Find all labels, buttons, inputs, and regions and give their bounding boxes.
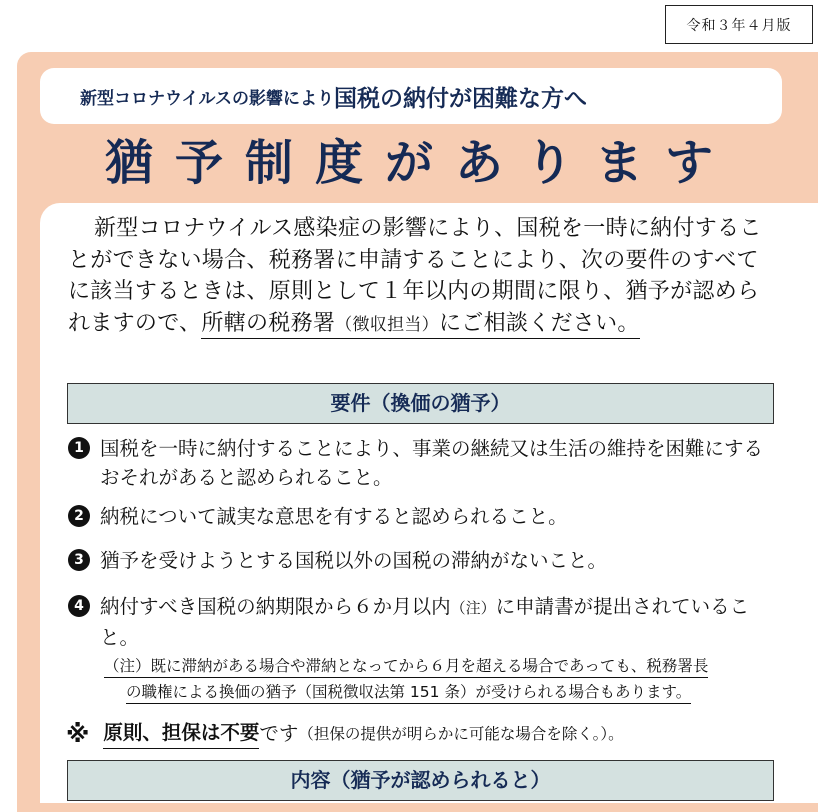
requirements-heading: 要件（換価の猶予） xyxy=(67,383,774,424)
collateral-note xyxy=(66,718,786,749)
requirement-text: 納税について誠実な意思を有すると認められること。 xyxy=(100,505,568,528)
collateral-paren: （担保の提供が明らかに可能な場合を除く。）。 xyxy=(298,724,624,743)
content-heading: 内容（猶予が認められると） xyxy=(67,760,774,801)
collateral-text: です xyxy=(259,721,299,745)
requirement-item-2 xyxy=(68,502,780,531)
footnote-line-2: の職権による換価の猶予（国税徴収法第 151 条）が受けられる場合もあります。 xyxy=(104,679,784,705)
header-small-text: 新型コロナウイルスの影響により xyxy=(80,88,334,109)
intro-paragraph xyxy=(68,213,768,341)
number-1-icon: 1 xyxy=(68,437,90,459)
requirement-item-3 xyxy=(68,546,780,575)
number-3-icon: 3 xyxy=(68,549,90,571)
collateral-bold-text: 原則、担保は不要 xyxy=(103,718,259,749)
requirement-item-4 xyxy=(68,592,780,652)
requirement-text: 納付すべき国税の納期限から６か月以内（注）に申請書が提出されていること。 xyxy=(100,595,750,649)
header-banner xyxy=(40,68,782,124)
reference-mark-icon: ※ xyxy=(66,719,90,748)
number-2-icon: 2 xyxy=(68,505,90,527)
header-big-text: 国税の納付が困難な方へ xyxy=(333,85,587,112)
requirement-text: 猶予を受けようとする国税以外の国税の滞納がないこと。 xyxy=(100,549,608,572)
footnote-line-1: （注）既に滞納がある場合や滞納となってから６月を超える場合であっても、税務署長 xyxy=(104,653,784,679)
requirement-footnote xyxy=(104,653,784,705)
requirement-item-1 xyxy=(68,434,780,492)
intro-text: 新型コロナウイルス感染症の影響により、国税を一時に納付することができない場合、税務署に申請することにより、次の要件のすべてに該当するときは、原則として１年以内の期間に限り、猶予が認められますので、 xyxy=(68,216,762,336)
tax-office-link-text: 所轄の税務署（徴収担当）にご相談ください。 xyxy=(201,311,639,339)
version-label: 令和３年４月版 xyxy=(665,5,813,44)
page-title: 猶予制度があります xyxy=(104,135,735,191)
number-4-icon: 4 xyxy=(68,595,90,617)
requirement-text: 国税を一時に納付することにより、事業の継続又は生活の維持を困難にするおそれがあると認められること。 xyxy=(100,437,764,489)
